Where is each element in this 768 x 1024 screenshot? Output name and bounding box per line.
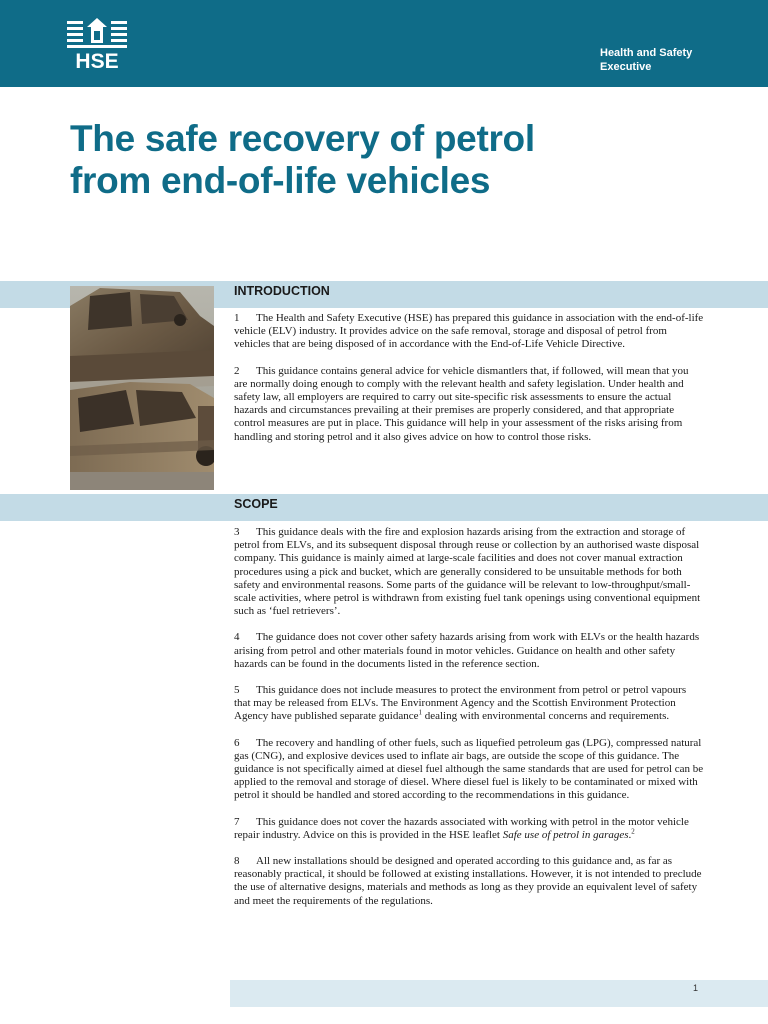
paragraph-number: 5: [234, 684, 240, 697]
paragraph-text-cont: dealing with environmental concerns and requirements.: [421, 710, 670, 723]
paragraph-text: This guidance does not cover the hazards associated with working with petrol in the motor vehicle repair industry. Advice on this is provided in the HSE leaflet: [234, 815, 689, 841]
scope-heading: SCOPE: [234, 497, 278, 511]
paragraph-text: The Health and Safety Executive (HSE) has prepared this guidance in association with the end-of-life vehicle (ELV) industry. It provides advice on the safe removal, storage and disposal of petrol from vehicles that are being disposed of in accordance with the End-of-Life Vehicle Directive.: [234, 312, 704, 351]
introduction-heading: INTRODUCTION: [234, 284, 330, 298]
paragraph-number: 7: [234, 815, 240, 828]
paragraph-1: [234, 312, 704, 352]
paragraph-number: 4: [234, 631, 240, 644]
title-line-2: from end-of-life vehicles: [70, 160, 491, 201]
paragraph-number: 8: [234, 855, 240, 868]
paragraph-number: 6: [234, 736, 240, 749]
paragraph-text: The recovery and handling of other fuels, such as liquefied petroleum gas (LPG), compressed natural gas (CNG), and explosive devices used to inflate air bags, are outside the scope of this guidance. The guidance is not specifically aimed at diesel fuel although the same standards that are used for petrol can be applied to the removal and storage of diesel. Where diesel fuel is likely to be contaminated or mixed with petrol it should be handled and stored according to the recommendations in this guidance.: [234, 736, 704, 802]
organisation-name: [600, 46, 750, 74]
paragraph-text: The guidance does not cover other safety hazards arising from work with ELVs or the health hazards arising from petrol and other materials found in motor vehicles. Guidance on health and other safety hazards can be found in the documents listed in the reference section.: [234, 631, 700, 670]
header-bar: [0, 0, 768, 87]
introduction-body: [234, 312, 704, 457]
burnt-cars-photo: [70, 286, 214, 490]
paragraph-number: 2: [234, 364, 240, 377]
paragraph-3: [234, 526, 704, 618]
logo-text: HSE: [75, 50, 119, 73]
footnote-ref-2: 2: [631, 827, 635, 836]
paragraph-4: [234, 631, 704, 671]
leaflet-title: Safe use of petrol in garages: [502, 828, 629, 841]
paragraph-2: [234, 365, 704, 444]
paragraph-8: [234, 855, 704, 908]
page-number: 1: [692, 983, 698, 993]
scope-band: [0, 494, 768, 521]
paragraph-text: This guidance deals with the fire and explosion hazards arising from the extraction and storage of petrol from ELVs, and its subsequent disposal through reuse or collection by an authorised waste disposal company. This guidance is mainly aimed at large-scale facilities and does not cover manual extraction procedures using a pick and bucket, which are generally considered to be unsuitable methods for both safety and environmental reasons. Some parts of the guidance will be relevant to low-throughput/small-scale activities, where petrol is withdrawn from existing fuel tank openings using conventional equipment such as ‘fuel retrievers’.: [234, 526, 701, 618]
title-line-1: The safe recovery of petrol: [70, 118, 535, 159]
org-line-2: Executive: [600, 61, 652, 73]
paragraph-text-cont: .: [628, 828, 632, 841]
document-title: [70, 118, 710, 202]
paragraph-text: This guidance does not include measures to protect the environment from petrol or petrol vapours that may be released from ELVs. The Environment Agency and the Scottish Environment Protection Agency have published separate guidance: [234, 684, 687, 723]
paragraph-text: All new installations should be designed and operated according to this guidance and, as far as reasonably practical, it should be followed at existing installations. However, it is not intended to preclude the use of alternative designs, materials and methods as long as they provide an equivalent level of safety and meet the requirements of the regulations.: [234, 855, 702, 907]
scope-body: [234, 526, 704, 921]
paragraph-5: [234, 684, 704, 724]
footnote-ref-1: 1: [418, 708, 422, 717]
org-line-1: Health and Safety: [600, 47, 693, 59]
footer-band: [230, 980, 768, 1007]
paragraph-number: 1: [234, 312, 240, 324]
paragraph-7: [234, 816, 704, 842]
paragraph-number: 3: [234, 526, 240, 538]
paragraph-6: [234, 737, 704, 803]
paragraph-text: This guidance contains general advice for vehicle dismantlers that, if followed, will mean that you are normally doing enough to comply with the relevant health and safety legislation. Under health and safety law, all employers are required to carry out site-specific risk assessments to ensure the actual hazards and circumstances prevailing at their premises are properly considered, and that appropriate control measures are put in place. This guidance will help in your assessment of the risks arising from handling and storing petrol and it also gives advice on how to control those risks.: [234, 364, 689, 443]
